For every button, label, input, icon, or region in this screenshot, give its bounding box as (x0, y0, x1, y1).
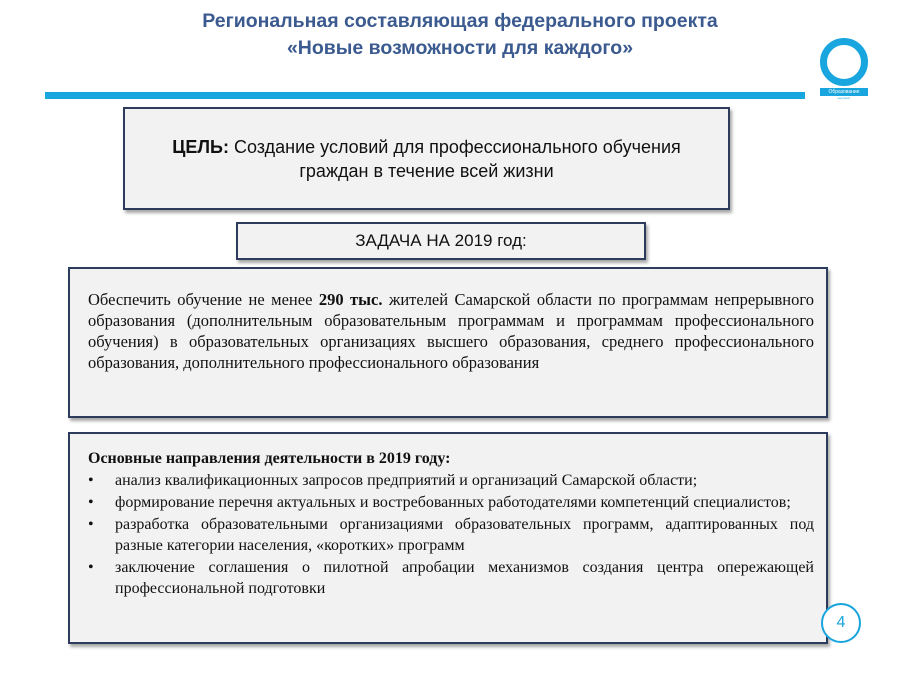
task-label: ЗАДАЧА НА 2019 год: (355, 231, 527, 250)
title-line-2: «Новые возможности для каждого» (286, 37, 634, 59)
list-item (88, 492, 814, 513)
bullet-icon: • (88, 559, 94, 576)
directions-list (88, 470, 814, 599)
page-number: 4 (836, 614, 846, 631)
title-line-1: Региональная составляющая федерального проекта (202, 10, 718, 32)
task-description-box (68, 267, 828, 418)
list-item-text: формирование перечня актуальных и востребованных работодателями компетенций специалистов; (115, 494, 791, 511)
list-item-text: разработка образовательными организациями образовательных программ, адаптированных под разные категории населения, «коротких» программ (115, 516, 814, 554)
task-text-bold: 290 тыс. (318, 290, 383, 309)
task-text-after: жителей Самарской области по программам непрерывного образования (дополнительным образовательным программам и программам профессионального обучения) в образовательных организациях высшего образования, среднего профессионального образования, дополнительного профессионального образования (88, 290, 814, 372)
task-text-before: Обеспечить обучение не менее (88, 290, 319, 309)
bullet-icon: • (88, 516, 94, 533)
list-item-text: заключение соглашения о пилотной апробации механизмов создания центра опережающей профессиональной подготовки (115, 559, 814, 597)
logo-subcaption: нац.проект (837, 97, 851, 100)
list-item (88, 514, 814, 556)
bullet-icon: • (88, 494, 94, 511)
bullet-icon: • (88, 472, 94, 489)
header-divider (45, 92, 805, 99)
page-number-badge (821, 603, 861, 643)
list-item (88, 470, 814, 491)
ring-logo-icon (820, 38, 868, 86)
directions-box (68, 432, 828, 644)
task-header-box (236, 222, 646, 260)
list-item (88, 557, 814, 599)
page-title (100, 8, 820, 62)
logo (818, 38, 868, 100)
goal-box (123, 107, 730, 210)
goal-label: ЦЕЛЬ: (172, 136, 229, 157)
directions-heading: Основные направления деятельности в 2019 году: (88, 450, 451, 467)
goal-text: Создание условий для профессионального обучения граждан в течение всей жизни (228, 136, 681, 181)
logo-caption: Образование (820, 88, 868, 96)
list-item-text: анализ квалификационных запросов предприятий и организаций Самарской области; (115, 472, 698, 489)
